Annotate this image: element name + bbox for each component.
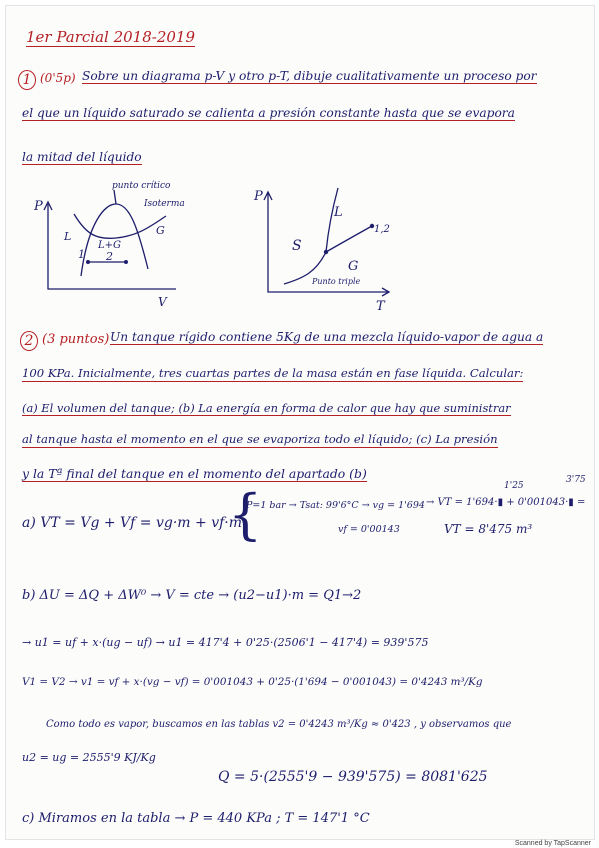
solution-b-volume: V1 = V2 → v1 = vf + x·(vg − vf) = 0'001043 + 0'25·(1'694 − 0'001043) = 0'4243 m³/Kg [22,676,483,688]
q2-line-4: al tanque hasta el momento en el que se evaporiza todo el líquido; (c) La presión [22,432,498,446]
pt-region-l: L [334,205,343,220]
solution-a-result-2: VT = 8'475 m³ [444,522,533,536]
page-title: 1er Parcial 2018-2019 [26,28,196,46]
q2-line-1: Un tanque rígido contiene 5Kg de una mezcla líquido-vapor de agua a [110,330,544,344]
pt-axis-t: T [376,299,385,314]
solution-b-note: Como todo es vapor, buscamos en las tablas v2 = 0'4243 m³/Kg ≈ 0'423 , y observamos que [46,719,512,730]
q2-line-2: 100 KPa. Inicialmente, tres cuartas partes de la masa están en fase líquida. Calcular: [22,366,524,380]
q2-line-5: y la Tª final del tanque en el momento del apartado (b) [22,466,367,481]
solution-b-u2: u2 = ug = 2555'9 KJ/Kg [22,751,156,764]
pt-region-s: S [292,238,302,254]
solution-a-superscript-1: 1'25 [504,481,524,491]
pv-axis-v: V [158,295,167,309]
scanned-page [5,5,595,840]
pv-region-lg: L+G [98,240,122,251]
pv-point-2: 2 [106,250,113,263]
q1-points: (0'5p) [40,71,76,85]
solution-a-equation: a) VT = Vg + Vf = vg·m + vf·m [22,515,243,531]
pv-isotherm-label: Isoterma [144,199,185,209]
q1-number: 1 [18,70,36,90]
pv-point-1: 1 [78,248,85,261]
q1-line-3: la mitad del líquido [22,150,142,164]
solution-a-brace: { [228,483,263,546]
solution-a-result-1: → VT = 1'694·▮ + 0'001043·▮ = [426,497,586,508]
pv-critical-point-label: punto crítico [112,181,171,191]
scanner-footer: Scanned by TapScanner [514,840,591,847]
solution-a-superscript-2: 3'75 [566,475,586,485]
pt-diagram [254,182,404,312]
pt-axis-p: P [254,189,263,204]
q2-points: (3 puntos) [42,332,110,347]
solution-b-equation: b) ΔU = ΔQ + ΔW⁰ → V = cte → (u2−u1)·m = Q1→2 [22,588,362,603]
pv-diagram [26,174,186,309]
solution-a-condition-2: vf = 0'00143 [338,524,400,535]
q1-line-2: el que un líquido saturado se calienta a presión constante hasta que se evapora [22,106,515,120]
pt-triple-point-label: Punto triple [312,277,361,286]
pv-region-l: L [64,230,72,243]
solution-b-heat: Q = 5·(2555'9 − 939'575) = 8081'625 [218,769,488,785]
solution-b-u1: → u1 = uf + x·(ug − uf) → u1 = 417'4 + 0'25·(2506'1 − 417'4) = 939'575 [22,636,429,649]
q2-number: 2 [20,331,38,351]
pv-axis-p: P [34,199,43,214]
q1-line-1: Sobre un diagrama p-V y otro p-T, dibuje cualitativamente un proceso por [82,69,537,83]
solution-a-condition-1: P=1 bar → Tsat: 99'6°C → vg = 1'694 [246,500,425,511]
q2-line-3: (a) El volumen del tanque; (b) La energía en forma de calor que hay que suministrar [22,401,511,415]
pt-point-12: 1,2 [374,224,390,235]
solution-c: c) Miramos en la tabla → P = 440 KPa ; T = 147'1 °C [22,811,370,826]
pv-region-g: G [156,224,165,237]
pt-region-g: G [348,259,359,274]
